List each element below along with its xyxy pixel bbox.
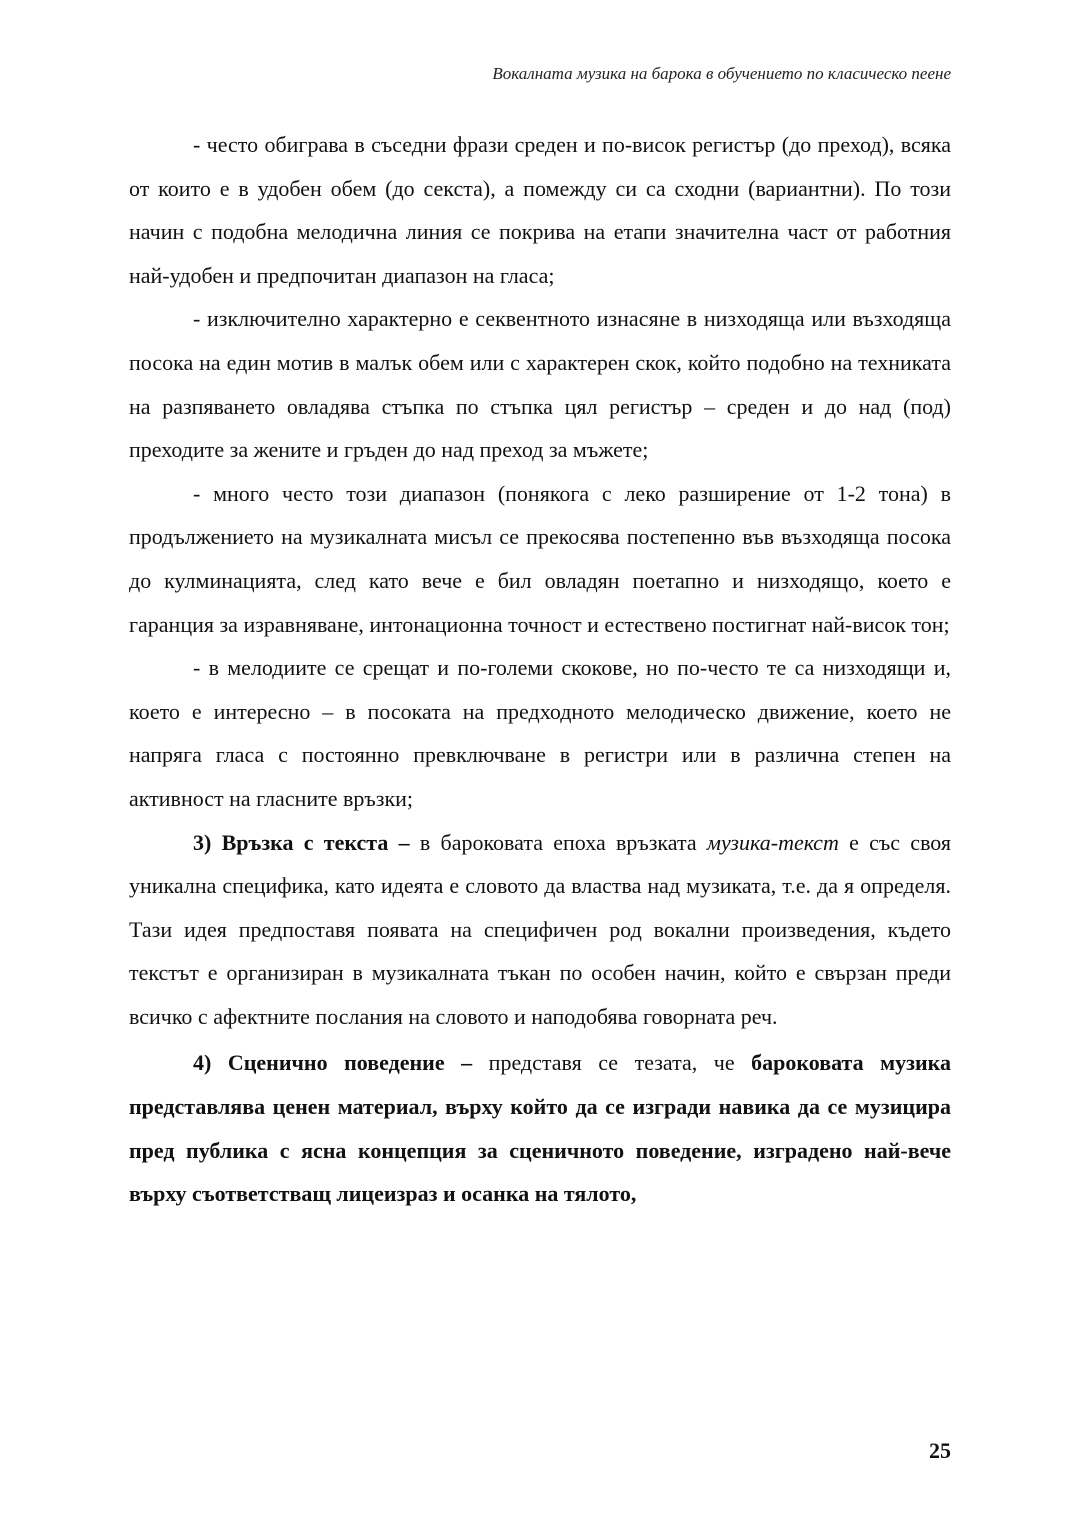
stage-behavior-thesis: бароковата музика представлява ценен материал, върху който да се изгради навика да се музицира пред публика с ясна концепция за сценичното поведение, изградено най-вече върху съответстващ лицеизраз и осанка на тялото,	[129, 1050, 951, 1207]
paragraph-stage-behavior	[129, 1041, 951, 1215]
paragraph-text-connection	[129, 821, 951, 1039]
body-text	[129, 123, 951, 1216]
paragraph-larger-leaps: - в мелодиите се срещат и по-големи скокове, но по-често те са низходящи и, което е интересно – в посоката на предходното мелодическо движение, което не напряга гласа с постоянно превключване в регистри или в различна степен на активност на гласните връзки;	[129, 655, 951, 811]
paragraph-sequential-motif: - изключително характерно е секвентното изнасяне в низходяща или възходяща посока на един мотив в малък обем или с характерен скок, който подобно на техниката на разпяването овладява стъпка по стъпка цял регистър – среден и до над (под) преходите за жените и гръден до над преход за мъжете;	[129, 306, 951, 463]
paragraph-range-culmination: - много често този диапазон (понякога с леко разширение от 1-2 тона) в продължението на музикалната мисъл се прекосява постепенно във възходяща посока до кулминацията, след като вече е бил овладян поетапно и низходящо, което е гаранция за изравняване, интонационна точност и естествено постигнат най-висок тон;	[129, 480, 951, 637]
heading-text-connection: 3) Връзка с текста –	[193, 829, 410, 855]
paragraph-mid-high-register: - често обиграва в съседни фрази среден и по-висок регистър (до преход), всяка от които е в удобен обем (до секста), а помежду си са сходни (вариантни). По този начин с подобна мелодична линия се покрива на етапи значителна част от работния най-удобен и предпочитан диапазон на гласа;	[129, 132, 951, 288]
running-header: Вокалната музика на барока в обучението по класическо пеене	[492, 64, 951, 83]
stage-behavior-part-1: представя се тезата, че	[472, 1050, 752, 1076]
text-connection-part-1: в бароковата епоха връзката	[409, 829, 707, 855]
heading-stage-behavior: 4) Сценично поведение –	[193, 1050, 473, 1076]
text-connection-part-2: е със своя уникална специфика, като идеята е словото да властва над музиката, т.е. да я определя. Тази идея предпоставя появата на специфичен род вокални произведения, където текстът е организиран в музикалната тъкан по особен начин, който е свързан преди всичко с афектните послания на словото и наподобява говорната реч.	[129, 829, 952, 1029]
term-music-text: музика-текст	[706, 829, 839, 855]
page-number: 25	[929, 1438, 951, 1463]
